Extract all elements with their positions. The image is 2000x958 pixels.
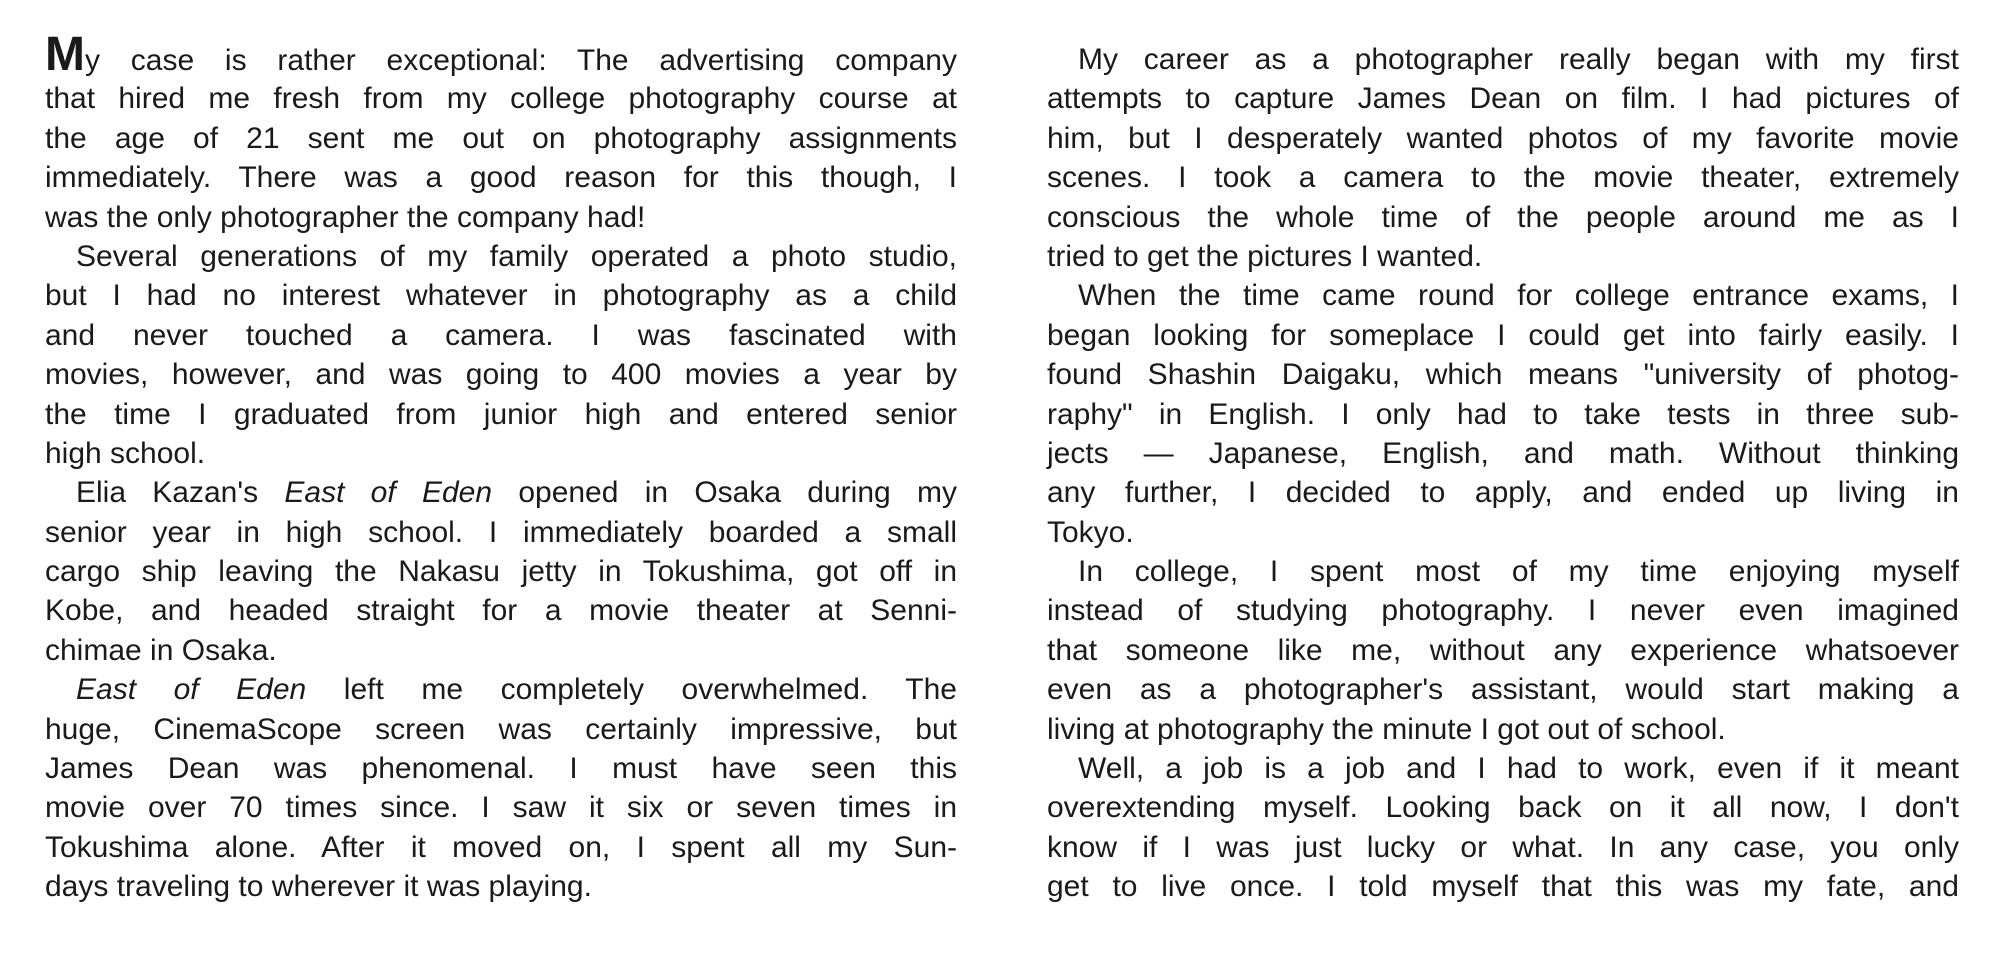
text-line: Elia Kazan's East of Eden opened in Osaka during my: [76, 476, 957, 510]
text-line: movie over 70 times since. I saw it six or seven times in: [45, 791, 957, 825]
text-line: began looking for someplace I could get into fairly easily. I: [1047, 318, 1959, 352]
text-line: high school.: [45, 436, 206, 470]
text-line: overextending myself. Looking back on it all now, I don't: [1047, 791, 1959, 825]
text-line: and never touched a camera. I was fascinated with: [45, 318, 957, 352]
text-line: found Shashin Daigaku, which means "university of photog-: [1047, 358, 1959, 392]
text-line: movies, however, and was going to 400 movies a year by: [45, 358, 957, 392]
text-line: instead of studying photography. I never even imagined: [1047, 594, 1959, 628]
text-line: tried to get the pictures I wanted.: [1047, 239, 1483, 273]
left-column: [45, 28, 957, 907]
text-line: conscious the whole time of the people around me as I: [1047, 200, 1959, 234]
text-line: was the only photographer the company had!: [45, 200, 646, 234]
text-line: My career as a photographer really began with my first: [1078, 43, 1959, 76]
text-line: Tokyo.: [1047, 515, 1134, 549]
text-line: him, but I desperately wanted photos of my favorite movie: [1047, 121, 1959, 155]
text-line: In college, I spent most of my time enjoying myself: [1078, 555, 1959, 589]
text-line: but I had no interest whatever in photography as a child: [45, 279, 957, 313]
text-line: any further, I decided to apply, and ended up living in: [1047, 476, 1959, 510]
text-line: know if I was just lucky or what. In any case, you only: [1047, 830, 1959, 864]
text-line: Kobe, and headed straight for a movie theater at Senni-: [45, 594, 957, 628]
text-line: jects — Japanese, English, and math. Without thinking: [1047, 436, 1959, 470]
text-line: senior year in high school. I immediately boarded a small: [45, 515, 957, 549]
dropcap-letter: M: [45, 28, 85, 81]
text-line: that someone like me, without any experience whatsoever: [1047, 633, 1959, 667]
text-line: When the time came round for college entrance exams, I: [1078, 279, 1959, 313]
text-line: the time I graduated from junior high and entered senior: [45, 397, 957, 431]
book-title: East of Eden: [284, 476, 493, 510]
text-line: immediately. There was a good reason for this though, I: [45, 161, 957, 195]
text-line: living at photography the minute I got out of school.: [1047, 712, 1726, 746]
text-line: raphy" in English. I only had to take tests in three sub-: [1047, 397, 1959, 431]
text-line: even as a photographer's assistant, would start making a: [1047, 673, 1959, 707]
text-line: East of Eden left me completely overwhelmed. The: [76, 673, 957, 707]
text-line: attempts to capture James Dean on film. I had pictures of: [1047, 82, 1959, 116]
text-line: scenes. I took a camera to the movie theater, extremely: [1047, 161, 1959, 195]
text-line: Several generations of my family operated a photo studio,: [76, 239, 957, 273]
text-line: that hired me fresh from my college photography course at: [45, 82, 957, 116]
text-line: huge, CinemaScope screen was certainly impressive, but: [45, 712, 957, 746]
text-line: get to live once. I told myself that this was my fate, and: [1047, 870, 1959, 904]
text-line: days traveling to wherever it was playing.: [45, 870, 592, 904]
text-line: My case is rather exceptional: The advertising company: [45, 28, 957, 81]
text-line: James Dean was phenomenal. I must have seen this: [45, 752, 957, 786]
text-line: Well, a job is a job and I had to work, even if it meant: [1078, 752, 1959, 786]
book-title: East of Eden: [76, 673, 307, 707]
text-line: the age of 21 sent me out on photography assignments: [45, 121, 957, 155]
text-line: Tokushima alone. After it moved on, I spent all my Sun-: [45, 830, 957, 864]
text-line: chimae in Osaka.: [45, 633, 277, 667]
text-line: cargo ship leaving the Nakasu jetty in Tokushima, got off in: [45, 555, 957, 589]
right-column: [1047, 40, 1959, 907]
